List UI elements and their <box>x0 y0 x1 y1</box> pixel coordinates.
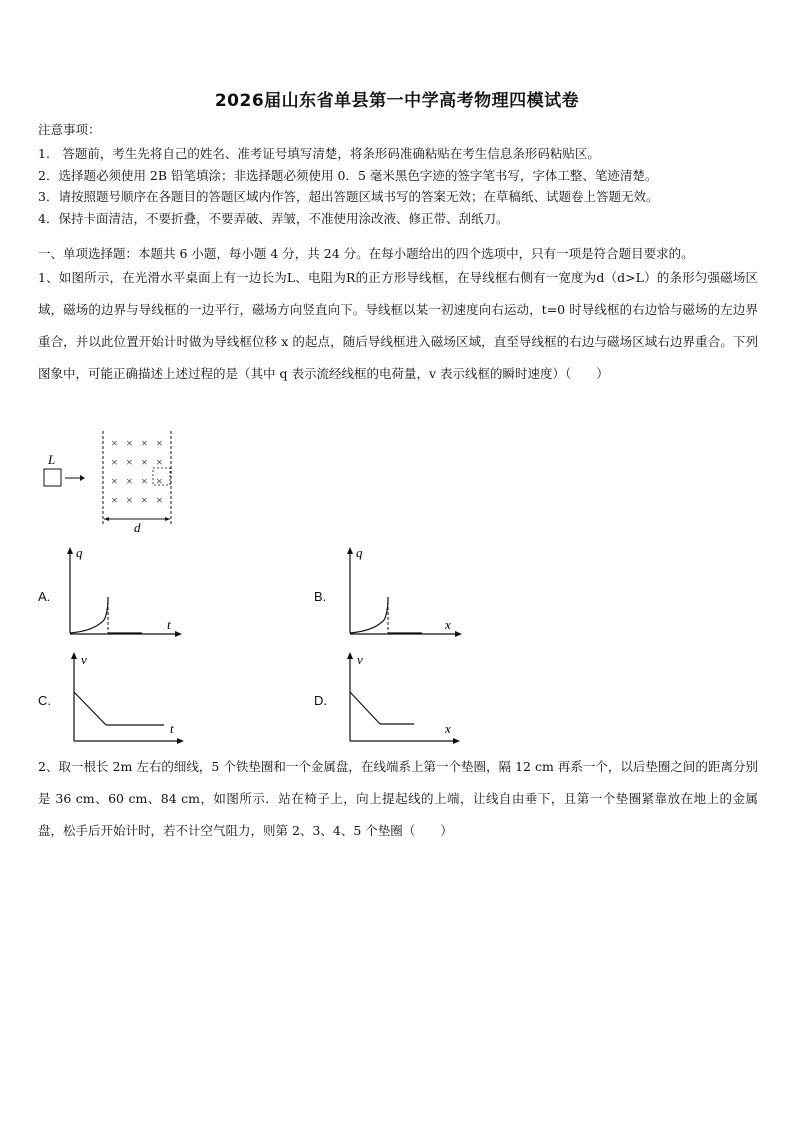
field-symbol: × <box>126 436 133 450</box>
option-b-label[interactable]: B. <box>314 589 327 604</box>
option-d-graph <box>344 650 464 746</box>
x-axis-arrow <box>453 738 460 744</box>
field-symbol: × <box>111 455 118 469</box>
option-b-graph <box>344 545 464 641</box>
notes-item: 3．请按照题号顺序在各题目的答题区域内作答，超出答题区域书写的答案无效；在草稿纸、试题卷上答题无效。 <box>38 189 659 204</box>
field-symbol: × <box>126 474 133 488</box>
section-heading: 一、单项选择题：本题共 6 小题，每小题 4 分，共 24 分。在每小题给出的四个选项中，只有一项是符合题目要求的。 <box>38 246 694 261</box>
x-axis-arrow <box>455 631 462 637</box>
y-axis-label: q <box>356 545 363 560</box>
field-symbol: × <box>111 493 118 507</box>
field-symbols <box>111 436 163 507</box>
loop-side-label: L <box>48 452 56 467</box>
option-a-label[interactable]: A. <box>38 589 51 604</box>
region-width-label: d <box>134 520 141 535</box>
field-symbol: × <box>126 493 133 507</box>
field-symbol: × <box>156 474 163 488</box>
curve <box>70 597 108 633</box>
y-axis-label: v <box>81 652 87 667</box>
width-marker-right-head <box>165 517 170 521</box>
field-symbol: × <box>141 455 148 469</box>
y-axis-arrow <box>67 547 73 554</box>
notes-item: 1. 答题前，考生先将自己的姓名、准考证号填写清楚，将条形码准确粘贴在考生信息条形码粘贴区。 <box>38 146 600 161</box>
field-symbol: × <box>141 436 148 450</box>
curve <box>350 597 388 633</box>
option-c-label[interactable]: C. <box>38 693 51 708</box>
x-axis-label: x <box>445 617 451 632</box>
x-axis-label: t <box>170 721 174 736</box>
velocity-arrowhead <box>80 475 85 481</box>
field-symbol: × <box>141 474 148 488</box>
field-symbol: × <box>126 455 133 469</box>
field-symbol: × <box>156 455 163 469</box>
notes-heading: 注意事项： <box>38 122 101 137</box>
decreasing-segment <box>74 692 106 725</box>
question-1-text: 1、如图所示，在光滑水平桌面上有一边长为L、电阻为R的正方形导线框，在导线框右侧有一宽度为d（d>L）的条形匀强磁场区域，磁场的边界与导线框的一边平行，磁场方向竖直向下。导线框以某一初速度向右运动，t=0 时导线框的右边恰与磁场的左边界重合，并以此位置开始计时做为导线框位移 x 的起点，随后导线框进入磁场区域，直至导线框的右边与磁场区域右边界重合。下列图象中，可能正确描述上述过程的是（其中 q 表示流经线框的电荷量，v 表示线框的瞬时速度）（ ） <box>38 270 758 381</box>
field-symbol: × <box>156 493 163 507</box>
notes-list <box>38 143 758 229</box>
x-axis-label: t <box>167 617 171 632</box>
y-axis-label: v <box>357 652 363 667</box>
width-marker-left-head <box>104 517 109 521</box>
decreasing-segment <box>350 692 380 724</box>
x-axis-arrow <box>175 631 182 637</box>
option-d-label[interactable]: D. <box>314 693 327 708</box>
notes-item: 4．保持卡面清洁，不要折叠，不要弄破、弄皱，不准使用涂改液、修正带、刮纸刀。 <box>38 210 509 226</box>
field-symbol: × <box>111 436 118 450</box>
question-2-text: 2、取一根长 2m 左右的细线，5 个铁垫圈和一个金属盘，在线端系上第一个垫圈，隔 12 cm 再系一个，以后垫圈之间的距离分别是 36 cm、60 cm、84 cm，如图所示．站在椅子上，向上提起线的上端，让线自由垂下，且第一个垫圈紧靠放在地上的金属盘，松手后开始计时，若不计空气阻力，则第 2、3、4、5 个垫圈（ ） <box>38 759 758 838</box>
x-axis-label: x <box>445 721 451 736</box>
y-axis-arrow <box>347 652 353 659</box>
y-axis-arrow <box>71 652 77 659</box>
field-symbol: × <box>156 436 163 450</box>
x-axis-arrow <box>177 738 184 744</box>
option-a-graph <box>64 545 184 641</box>
field-symbol: × <box>111 474 118 488</box>
square-loop <box>44 469 61 486</box>
y-axis-arrow <box>347 547 353 554</box>
y-axis-label: q <box>76 545 83 560</box>
page-title: 2026届山东省单县第一中学高考物理四模试卷 <box>214 91 580 111</box>
notes-item: 2．选择题必须使用 2B 铅笔填涂；非选择题必须使用 0．5 毫米黑色字迹的签字笔书写，字体工整、笔迹清楚。 <box>38 167 658 183</box>
option-c-graph <box>68 650 188 746</box>
field-symbol: × <box>141 493 148 507</box>
question-1-figure <box>38 428 188 538</box>
